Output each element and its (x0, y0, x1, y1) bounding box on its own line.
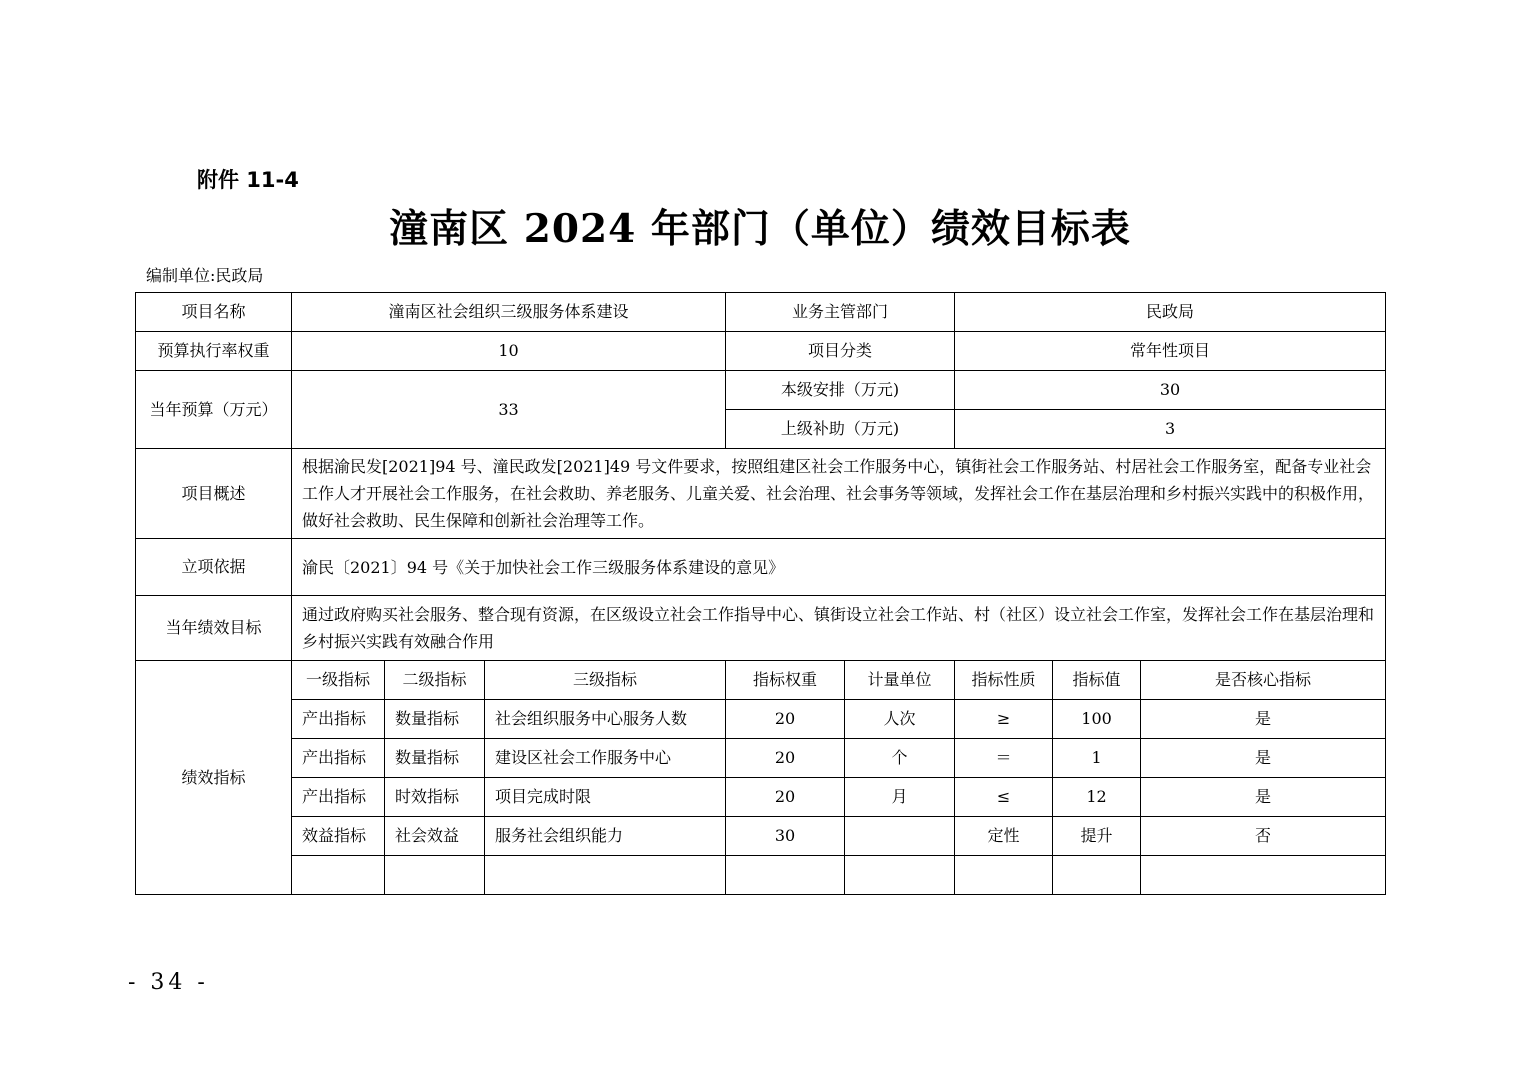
level1-cell: 产出指标 (292, 778, 385, 817)
header-nature: 指标性质 (955, 661, 1053, 700)
project-name-value: 潼南区社会组织三级服务体系建设 (292, 293, 726, 332)
level2-cell (385, 856, 485, 895)
table-row (136, 371, 1386, 410)
value-cell: 1 (1053, 739, 1141, 778)
performance-table (135, 292, 1386, 895)
local-budget-label: 本级安排（万元) (726, 371, 955, 410)
nature-cell: ≥ (955, 700, 1053, 739)
unit-cell: 个 (845, 739, 955, 778)
value-cell: 100 (1053, 700, 1141, 739)
level3-cell: 社会组织服务中心服务人数 (485, 700, 726, 739)
level1-cell: 产出指标 (292, 739, 385, 778)
indicator-row (136, 817, 1386, 856)
indicator-row (136, 778, 1386, 817)
page-title: 潼南区 2024 年部门（单位）绩效目标表 (389, 206, 1131, 252)
overview-label: 项目概述 (136, 449, 292, 539)
project-name-label: 项目名称 (136, 293, 292, 332)
level3-cell (485, 856, 726, 895)
nature-cell: ≤ (955, 778, 1053, 817)
core-cell: 是 (1141, 739, 1386, 778)
weight-cell: 30 (726, 817, 845, 856)
table-row (136, 332, 1386, 371)
header-value: 指标值 (1053, 661, 1141, 700)
level1-cell (292, 856, 385, 895)
header-level1: 一级指标 (292, 661, 385, 700)
budget-label: 当年预算（万元） (136, 371, 292, 449)
indicator-header-row (136, 661, 1386, 700)
compiler-unit: 编制单位:民政局 (146, 266, 264, 285)
indicators-section-label: 绩效指标 (136, 661, 292, 895)
header-level2: 二级指标 (385, 661, 485, 700)
nature-cell (955, 856, 1053, 895)
indicator-row (136, 739, 1386, 778)
upper-subsidy-value: 3 (955, 410, 1386, 449)
basis-label: 立项依据 (136, 539, 292, 596)
overview-value: 根据渝民发[2021]94 号、潼民政发[2021]49 号文件要求，按照组建区社会工作服务中心，镇街社会工作服务站、村居社会工作服务室，配备专业社会工作人才开展社会工作服务，在社会救助、养老服务、儿童关爱、社会治理、社会事务等领域，发挥社会工作在基层治理和乡村振兴实践中的积极作用，做好社会救助、民生保障和创新社会治理等工作。 (292, 449, 1386, 539)
dept-value: 民政局 (955, 293, 1386, 332)
core-cell: 否 (1141, 817, 1386, 856)
local-budget-value: 30 (955, 371, 1386, 410)
value-cell (1053, 856, 1141, 895)
budget-value: 33 (292, 371, 726, 449)
core-cell (1141, 856, 1386, 895)
weight-cell: 20 (726, 739, 845, 778)
goal-value: 通过政府购买社会服务、整合现有资源，在区级设立社会工作指导中心、镇街设立社会工作站、村（社区）设立社会工作室，发挥社会工作在基层治理和乡村振兴实践有效融合作用 (292, 596, 1386, 661)
table-row (136, 539, 1386, 596)
table-row (136, 596, 1386, 661)
dept-label: 业务主管部门 (726, 293, 955, 332)
value-cell: 12 (1053, 778, 1141, 817)
table-row (136, 293, 1386, 332)
core-cell: 是 (1141, 778, 1386, 817)
nature-cell: ＝ (955, 739, 1053, 778)
header-level3: 三级指标 (485, 661, 726, 700)
header-unit: 计量单位 (845, 661, 955, 700)
level2-cell: 社会效益 (385, 817, 485, 856)
level3-cell: 服务社会组织能力 (485, 817, 726, 856)
category-value: 常年性项目 (955, 332, 1386, 371)
level1-cell: 效益指标 (292, 817, 385, 856)
level1-cell: 产出指标 (292, 700, 385, 739)
category-label: 项目分类 (726, 332, 955, 371)
upper-subsidy-label: 上级补助（万元) (726, 410, 955, 449)
nature-cell: 定性 (955, 817, 1053, 856)
level3-cell: 项目完成时限 (485, 778, 726, 817)
unit-cell: 人次 (845, 700, 955, 739)
level2-cell: 时效指标 (385, 778, 485, 817)
weight-label: 预算执行率权重 (136, 332, 292, 371)
basis-value: 渝民〔2021〕94 号《关于加快社会工作三级服务体系建设的意见》 (292, 539, 1386, 596)
header-weight: 指标权重 (726, 661, 845, 700)
value-cell: 提升 (1053, 817, 1141, 856)
indicator-row-empty (136, 856, 1386, 895)
level2-cell: 数量指标 (385, 700, 485, 739)
indicator-row (136, 700, 1386, 739)
page-number: - 34 - (128, 970, 209, 995)
header-core: 是否核心指标 (1141, 661, 1386, 700)
goal-label: 当年绩效目标 (136, 596, 292, 661)
level2-cell: 数量指标 (385, 739, 485, 778)
weight-cell: 20 (726, 700, 845, 739)
attachment-label: 附件 11-4 (197, 168, 299, 192)
unit-cell (845, 856, 955, 895)
weight-cell: 20 (726, 778, 845, 817)
core-cell: 是 (1141, 700, 1386, 739)
table-row (136, 449, 1386, 539)
weight-value: 10 (292, 332, 726, 371)
unit-cell (845, 817, 955, 856)
weight-cell (726, 856, 845, 895)
level3-cell: 建设区社会工作服务中心 (485, 739, 726, 778)
unit-cell: 月 (845, 778, 955, 817)
